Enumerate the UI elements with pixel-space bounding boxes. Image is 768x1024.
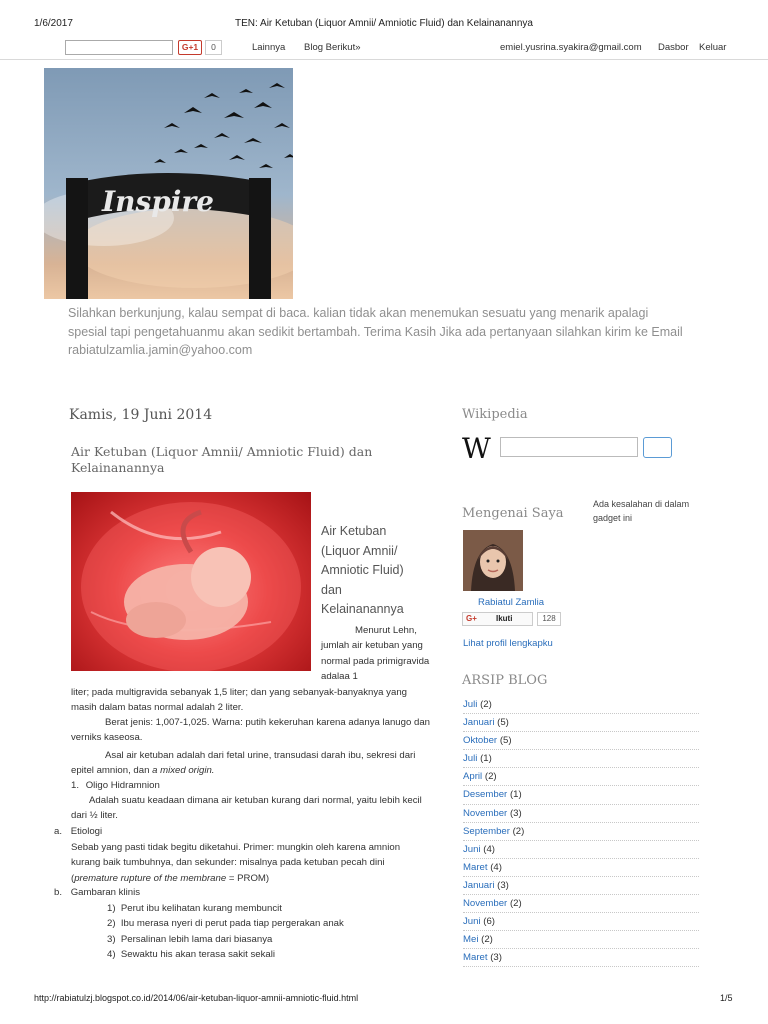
p1-wrap-text: Menurut Lehn, jumlah air ketuban yang normal pada primigravida adalaa 1 xyxy=(321,625,430,682)
section-b-num: b. xyxy=(54,887,63,898)
archive-item: Juli (1) xyxy=(463,750,699,768)
gplus-icon: G+ xyxy=(466,614,477,623)
p3-italic: a mixed origin. xyxy=(152,765,215,777)
post-date: Kamis, 19 Juni 2014 xyxy=(69,407,213,423)
print-url: http://rabiatulzj.blogspot.co.id/2014/06/air-ketuban-liquor-amnii-amniotic-fluid.html xyxy=(34,993,359,1003)
gplus-count: 0 xyxy=(205,40,222,55)
post-title[interactable]: Air Ketuban (Liquor Amnii/ Amniotic Fluid) dan Kelainanannya xyxy=(71,444,373,475)
post-paragraph-2: Berat jenis: 1,007-1,025. Warna: putih kekeruhan karena adanya lanugo dan verniks kaseosa. xyxy=(71,717,430,744)
symptom-item: 1) Perut ibu kelihatan kurang membuncit xyxy=(107,903,282,914)
archive-month-link[interactable]: Juli xyxy=(463,753,478,765)
wikipedia-search-button[interactable] xyxy=(643,437,672,458)
blogger-navbar xyxy=(0,38,768,60)
archive-month-link[interactable]: Maret xyxy=(463,861,488,873)
archive-month-link[interactable]: Januari xyxy=(463,717,495,729)
follow-button[interactable] xyxy=(462,612,533,626)
symptom-item: 4) Sewaktu his akan terasa sakit sekali xyxy=(107,948,275,960)
gplus-button[interactable]: G+1 xyxy=(178,40,202,55)
archive-item: Januari (3) xyxy=(463,877,699,895)
print-page-number: 1/5 xyxy=(720,993,733,1003)
section-a-num: a. xyxy=(54,826,63,837)
avatar[interactable] xyxy=(463,530,523,591)
archive-month-link[interactable]: Desember xyxy=(463,789,508,801)
image-caption: Air Ketuban (Liquor Amnii/ Amniotic Fluid) dan Kelainanannya xyxy=(321,524,404,616)
archive-month-link[interactable]: April xyxy=(463,771,483,783)
next-blog-link[interactable]: Blog Berikut» xyxy=(304,42,361,53)
archive-month-link[interactable]: September xyxy=(463,825,510,837)
user-email: emiel.yusrina.syakira@gmail.com xyxy=(500,42,642,53)
archive-month-link[interactable]: Mei xyxy=(463,934,479,946)
archive-month-link[interactable]: Juni xyxy=(463,916,481,928)
print-date: 1/6/2017 xyxy=(34,18,73,29)
section-a xyxy=(54,824,434,839)
section-a-label: Etiologi xyxy=(70,826,103,837)
list-item-1 xyxy=(71,778,431,793)
more-link[interactable]: Lainnya xyxy=(252,42,286,53)
archive-item: Juni (6) xyxy=(463,913,699,931)
dashboard-link[interactable]: Dasbor xyxy=(658,42,689,53)
header-banner-image[interactable] xyxy=(44,68,293,299)
archive-item: Oktober (5) xyxy=(463,732,699,750)
symptom-list xyxy=(107,901,407,962)
follow-label: Ikuti xyxy=(496,614,513,623)
section-a-text xyxy=(71,840,431,886)
section-b-label: Gambaran klinis xyxy=(70,887,141,898)
archive-month-link[interactable]: Januari xyxy=(463,879,495,891)
fetus-image[interactable] xyxy=(71,492,311,671)
wikipedia-search-input[interactable] xyxy=(500,437,638,457)
full-profile-link[interactable]: Lihat profil lengkapku xyxy=(463,638,553,649)
a-italic: premature rupture of the membrane xyxy=(74,872,227,884)
archive-month-link[interactable]: November xyxy=(463,898,508,910)
archive-item: Januari (5) xyxy=(463,714,699,732)
banner-illustration xyxy=(44,68,293,299)
archive-item: Desember (1) xyxy=(463,786,699,804)
navbar-search-input[interactable] xyxy=(65,40,173,55)
archive-item: Maret (3) xyxy=(463,949,699,967)
symptom-item: 2) Ibu merasa nyeri di perut pada tiap pergerakan anak xyxy=(107,918,344,930)
post-paragraph-3 xyxy=(71,748,431,779)
a-text-1: Sebab yang pasti tidak begitu diketahui. Primer: mungkin oleh karena amnion kurang baik tumbuhnya, dan sekunder: misalnya pada ketuban pecah dini ( xyxy=(71,842,401,884)
archive-month-link[interactable]: Oktober xyxy=(463,735,498,747)
list-item-1-desc: Adalah suatu keadaan dimana air ketuban kurang dari normal, yaitu lebih kecil dari ½ liter. xyxy=(71,795,422,822)
post-paragraph-1-wrap xyxy=(321,623,433,684)
fetus-illustration xyxy=(71,492,311,671)
print-title: TEN: Air Ketuban (Liquor Amnii/ Amniotic Fluid) dan Kelainanannya xyxy=(235,18,533,29)
section-b xyxy=(54,885,434,900)
archive-item: November (3) xyxy=(463,805,699,823)
list-item-1-label: Oligo Hidramnion xyxy=(85,780,160,791)
p3-text: Asal air ketuban adalah dari fetal urine, transudasi darah ibu, sekresi dari epitel amnion, dan xyxy=(71,750,416,777)
archive-item: Mei (2) xyxy=(463,931,699,949)
archive-item: April (2) xyxy=(463,768,699,786)
blog-description: Silahkan berkunjung, kalau sempat di baca. kalian tidak akan menemukan sesuatu yang menarik apalagi spesial tapi pengetahuanmu akan sedikit bertambah. Terima Kasih Jika ada pertanyaan silahkan kirim ke Email rabiatulzamlia.jamin@yahoo.com xyxy=(68,306,683,357)
banner-text: Inspire xyxy=(102,185,214,218)
archive-list xyxy=(463,696,699,967)
wikipedia-logo-icon: W xyxy=(462,432,491,465)
wikipedia-heading: Wikipedia xyxy=(462,407,528,422)
about-heading: Mengenai Saya xyxy=(462,506,564,521)
archive-item: November (2) xyxy=(463,895,699,913)
follower-count: 128 xyxy=(537,612,561,626)
archive-month-link[interactable]: Maret xyxy=(463,952,488,964)
symptom-item: 3) Persalinan lebih lama dari biasanya xyxy=(107,933,273,945)
archive-heading: ARSIP BLOG xyxy=(462,673,548,688)
list-item-1-num: 1. xyxy=(71,780,80,791)
archive-item: September (2) xyxy=(463,823,699,841)
logout-link[interactable]: Keluar xyxy=(699,42,727,53)
archive-month-link[interactable]: November xyxy=(463,807,508,819)
archive-item: Juli (2) xyxy=(463,696,699,714)
post-paragraph-1: liter; pada multigravida sebanyak 1,5 liter; dan yang sebanyak-banyaknya yang masih dalam batas normal adalah 2 liter. xyxy=(71,687,407,714)
archive-item: Maret (4) xyxy=(463,859,699,877)
gadget-error-message: Ada kesalahan di dalam gadget ini xyxy=(593,499,690,523)
archive-month-link[interactable]: Juli xyxy=(463,699,478,710)
archive-month-link[interactable]: Juni xyxy=(463,843,481,855)
avatar-illustration xyxy=(463,530,523,591)
a-text-2: = PROM) xyxy=(226,872,270,884)
archive-item: Juni (4) xyxy=(463,841,699,859)
profile-name-link[interactable]: Rabiatul Zamlia xyxy=(478,597,544,608)
